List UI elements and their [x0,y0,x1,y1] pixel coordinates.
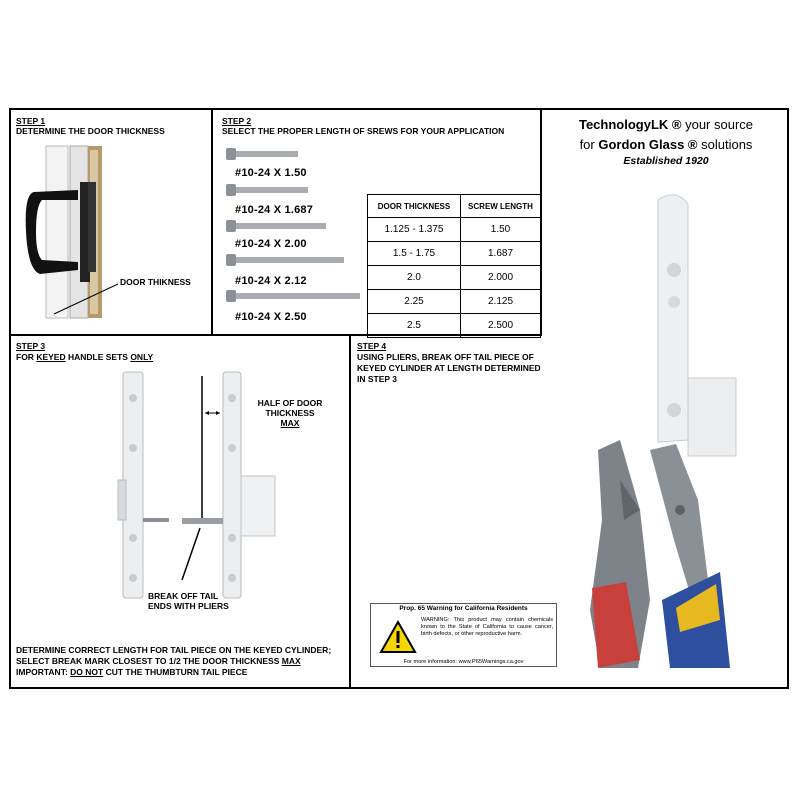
table-cell: 2.500 [461,314,541,338]
step3-sub-pre: FOR [16,352,37,362]
brand-for: for [579,137,599,152]
note-do-not: DO NOT [70,667,104,677]
table-row [368,290,541,314]
brand-line-1 [548,117,784,132]
step4-text [357,352,541,385]
step3-sub-keyed: KEYED [36,352,66,362]
note-line-3 [16,667,331,678]
brand-solutions: solutions [697,137,753,152]
step3-note [16,645,331,678]
table-cell: 2.000 [461,266,541,290]
table-row [368,218,541,242]
step4-line2: KEYED CYLINDER AT LENGTH DETERMINED [357,363,541,373]
table-cell: 2.125 [461,290,541,314]
break-label-line1: BREAK OFF TAIL [148,591,219,601]
screw-label-4: #10-24 X 2.12 [235,275,307,287]
step1-title: STEP 1 [16,116,46,126]
divider-v3 [349,334,351,689]
table-cell: 2.0 [368,266,461,290]
break-off-label [148,591,229,611]
screw-4-image [226,254,344,266]
table-row [368,314,541,338]
note-line-2-max: MAX [281,656,301,666]
screw-3-image [226,220,326,232]
brand-gordon-glass: Gordon Glass ® [598,137,698,152]
step4-title: STEP 4 [357,341,387,351]
door-handle-photo [18,142,208,322]
prop65-footer: For more information: www.P65Warnings.ca.gov [403,659,524,665]
door-thickness-callout: DOOR THIKNESS [120,277,191,287]
screw-1-image [226,148,298,160]
note-line-2 [16,656,331,667]
step3-subtitle [16,352,153,362]
warning-triangle-icon [379,620,417,654]
table-row [368,266,541,290]
prop65-title: Prop. 65 Warning for California Residents [399,605,528,612]
step3-title: STEP 3 [16,341,46,351]
brand-established: Established 1920 [623,155,709,167]
table-cell: 1.5 - 1.75 [368,242,461,266]
pliers-photo [580,180,750,675]
brand-name: TechnologyLK ® [578,117,682,132]
screw-label-1: #10-24 X 1.50 [235,167,307,179]
screw-label-2: #10-24 X 1.687 [235,204,314,216]
note-important: IMPORTANT: [16,667,71,677]
screw-label-5: #10-24 X 2.50 [235,311,307,323]
thickness-table [367,194,541,338]
note-line-1: DETERMINE CORRECT LENGTH FOR TAIL PIECE ON THE KEYED CYLINDER; [16,645,332,655]
table-row [368,242,541,266]
divider-v1 [211,108,213,336]
step3-sub-mid: HANDLE SETS [65,352,131,362]
half-label-max: MAX [280,418,300,428]
note-line-2-text: SELECT BREAK MARK CLOSEST TO 1/2 THE DOOR THICKNESS [16,656,282,666]
step3-sub-only: ONLY [130,352,154,362]
screw-2-image [226,184,308,196]
step2-subtitle: SELECT THE PROPER LENGTH OF SREWS FOR YOUR APPLICATION [222,126,505,136]
table-header: DOOR THICKNESS [368,195,461,218]
step1-subtitle: DETERMINE THE DOOR THICKNESS [16,126,165,136]
screw-5-image [226,290,360,302]
step2-title: STEP 2 [222,116,252,126]
table-cell: 2.5 [368,314,461,338]
table-cell: 2.25 [368,290,461,314]
screw-label-3: #10-24 X 2.00 [235,238,307,250]
table-cell: 1.50 [461,218,541,242]
note-line-3-text: CUT THE THUMBTURN TAIL PIECE [103,667,248,677]
step4-line1: USING PLIERS, BREAK OFF TAIL PIECE OF [357,352,534,362]
table-header-row [368,195,541,218]
brand-line-2 [548,137,784,152]
table-header: SCREW LENGTH [461,195,541,218]
step4-line3: IN STEP 3 [357,374,397,384]
prop65-warning [370,603,557,667]
half-label-line2: THICKNESS [265,408,315,418]
table-cell: 1.687 [461,242,541,266]
prop65-body: WARNING: This product may contain chemicals known to the State of California to cause cancer, birth defects, or other reproductive harm. [421,617,553,638]
break-label-line2: ENDS WITH PLIERS [148,601,229,611]
table-cell: 1.125 - 1.375 [368,218,461,242]
half-thickness-label [250,398,330,428]
half-label-line1: HALF OF DOOR [257,398,323,408]
brand-tagline: your source [681,117,754,132]
